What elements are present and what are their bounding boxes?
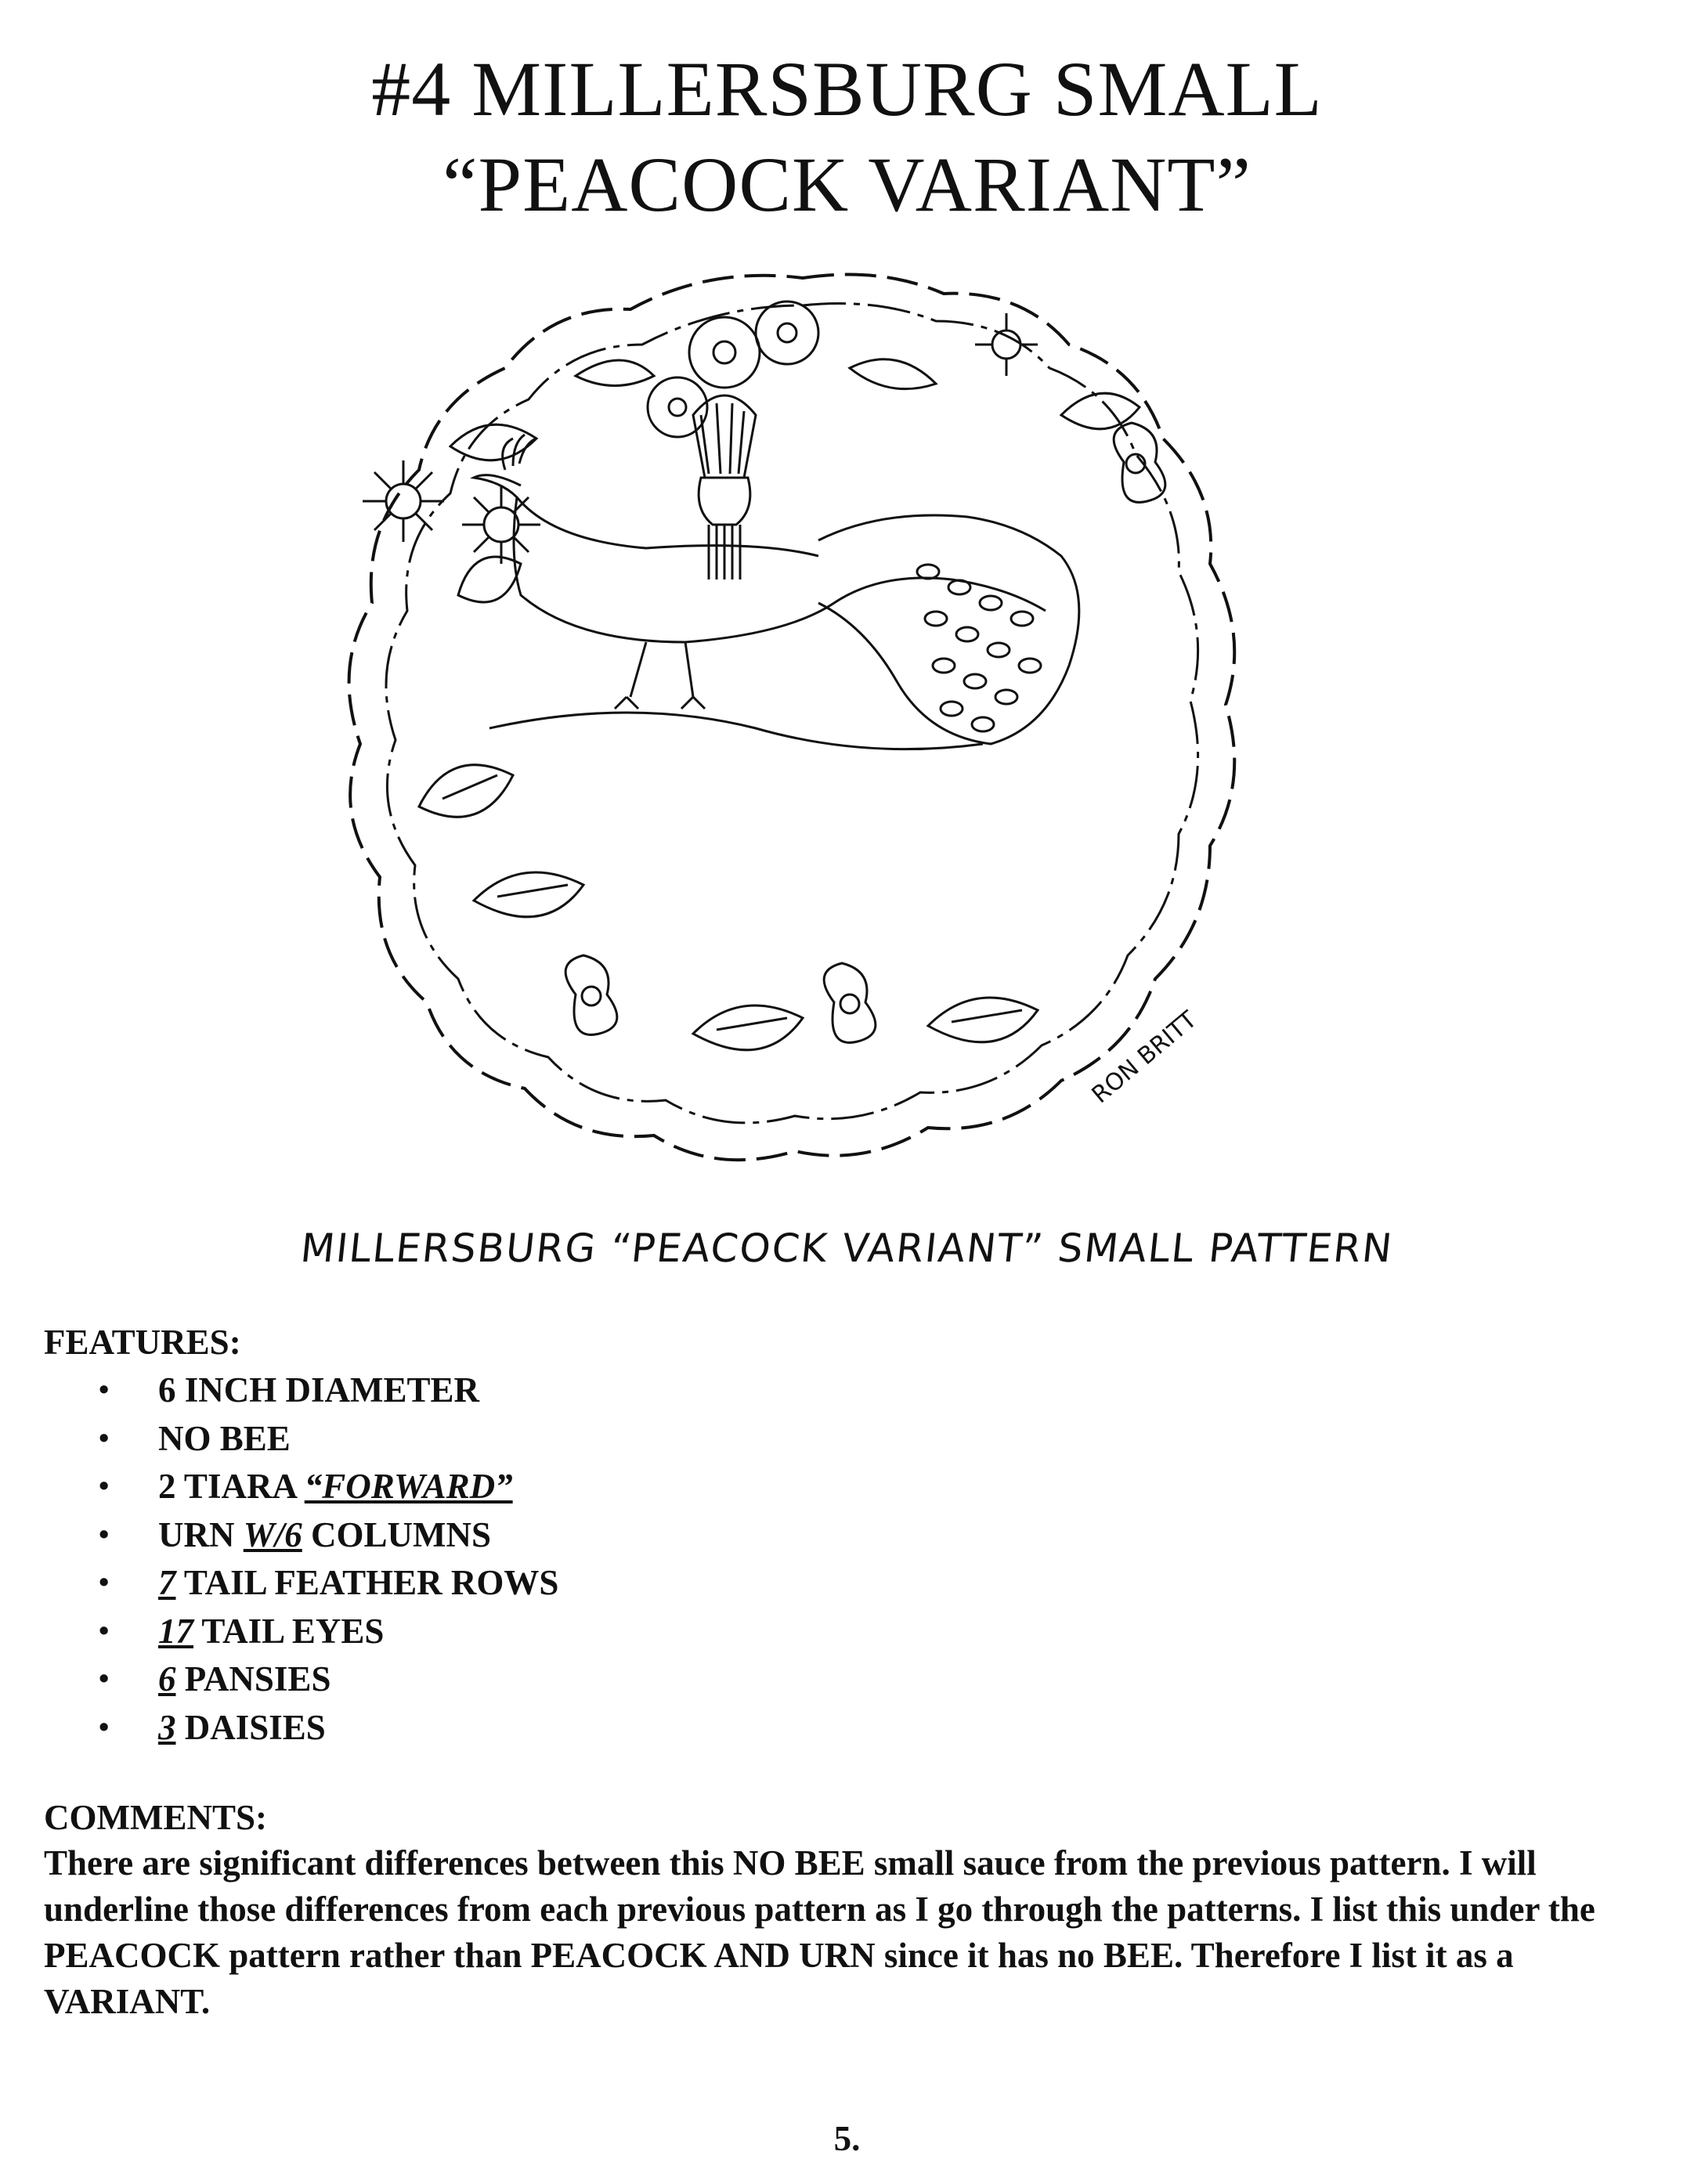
feature-item [88,1511,558,1560]
feature-item [88,1608,558,1656]
feature-item [88,1415,558,1464]
bullet-icon: • [99,1710,110,1744]
feature-item [88,1655,558,1704]
ground-line [489,713,983,749]
feature-underlined-text: W/6 [243,1514,302,1554]
feature-item [88,1366,558,1415]
pansies [565,423,1165,1042]
feature-item [88,1704,558,1753]
plate-illustration [317,258,1288,1237]
feature-underlined-text: 3 [158,1707,176,1747]
feature-underlined-text: 17 [158,1611,193,1651]
feature-text: COLUMNS [302,1514,492,1554]
feature-text: NO BEE [158,1418,291,1458]
feature-item [88,1559,558,1608]
features-heading: FEATURES: [44,1323,241,1362]
bullet-icon: • [99,1662,110,1695]
artist-signature: RON BRITT [1086,1005,1202,1110]
feature-item [88,1463,558,1511]
features-list [88,1366,558,1752]
urn [693,395,756,579]
tail-eyes [917,565,1041,731]
bullet-icon: • [99,1566,110,1599]
daisies [363,313,1038,564]
bullet-icon: • [99,1518,110,1551]
feature-text: 6 INCH DIAMETER [158,1370,480,1410]
peacock [474,435,1079,744]
feature-underlined-text: 6 [158,1659,176,1698]
comments-body: There are significant differences between this NO BEE small sauce from the previous pattern. I will underline those differences from each previous pattern as I go through the patterns. I list this under the PEACOCK pattern rather than PEACOCK AND URN since it has no BEE. Therefore I list it as a VARIANT. [44,1843,1595,2021]
feature-text: PANSIES [175,1659,331,1698]
feature-text: TAIL EYES [193,1611,385,1651]
illustration-caption: MILLERSBURG “PEACOCK VARIANT” SMALL PATTERN [298,1226,1396,1271]
bullet-icon: • [99,1374,110,1406]
feature-text: TAIL FEATHER ROWS [175,1563,559,1602]
bullet-icon: • [99,1614,110,1648]
feature-underlined-text: “FORWARD” [304,1467,513,1506]
page-number: 5. [833,2119,861,2158]
feature-text: 2 TIARA [158,1467,305,1506]
bullet-icon: • [99,1421,110,1455]
page-title-line-2: “PEACOCK VARIANT” [442,141,1252,228]
feature-underlined-text: 7 [158,1563,176,1602]
page-title-line-1: #4 MILLERSBURG SMALL [371,45,1323,132]
feature-text: DAISIES [175,1707,326,1747]
bullet-icon: • [99,1470,110,1503]
feature-text: URN [158,1514,244,1554]
plate-rim-outer [349,275,1235,1161]
comments-heading: COMMENTS: [44,1798,267,1837]
